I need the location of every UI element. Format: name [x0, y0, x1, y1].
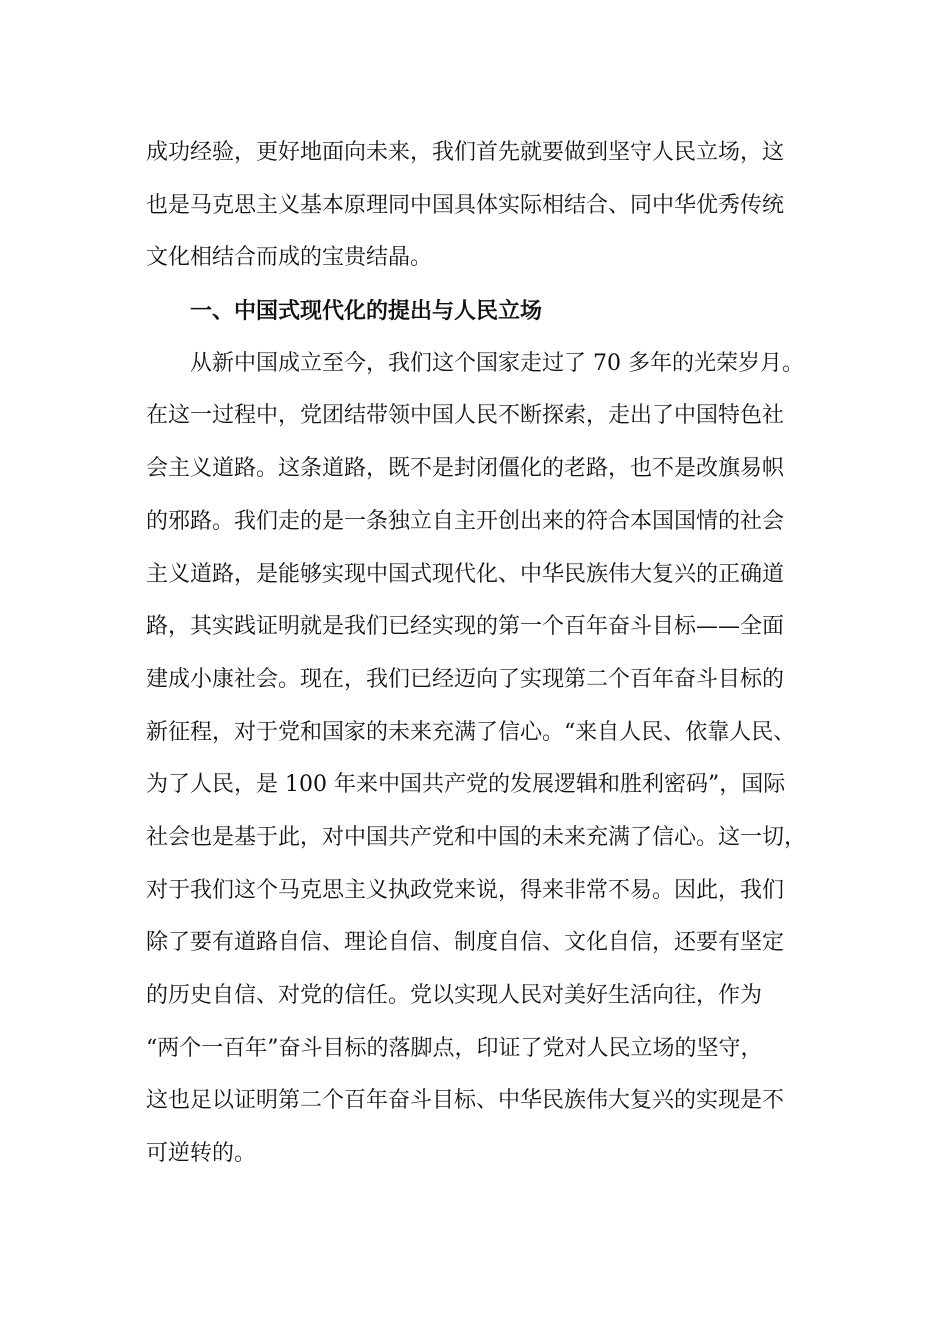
body-paragraph — [146, 338, 808, 1181]
paragraph-line: 为了人民，是 100 年来中国共产党的发展逻辑和胜利密码”，国际 — [146, 772, 786, 798]
continuation-paragraph — [146, 127, 808, 285]
paragraph-line: 社会也是基于此，对中国共产党和中国的未来充满了信心。这一切， — [146, 824, 807, 850]
paragraph-line: 新征程，对于党和国家的未来充满了信心。“来自人民、依靠人民、 — [146, 719, 796, 745]
paragraph-line: 会主义道路。这条道路，既不是封闭僵化的老路，也不是改旗易帜 — [146, 456, 785, 482]
paragraph-line: 除了要有道路自信、理论自信、制度自信、文化自信，还要有坚定 — [146, 930, 785, 956]
paragraph-line: 在这一过程中，党团结带领中国人民不断探索，走出了中国特色社 — [146, 403, 785, 429]
paragraph-line: 成功经验，更好地面向未来，我们首先就要做到坚守人民立场，这 — [146, 140, 785, 165]
paragraph-line: 对于我们这个马克思主义执政党来说，得来非常不易。因此，我们 — [146, 877, 785, 903]
document-content — [146, 127, 808, 1181]
paragraph-line: 路，其实践证明就是我们已经实现的第一个百年奋斗目标——全面 — [146, 614, 785, 640]
paragraph-line: 的邪路。我们走的是一条独立自主开创出来的符合本国国情的社会 — [146, 508, 785, 534]
paragraph-line: 从新中国成立至今，我们这个国家走过了 70 多年的光荣岁月。 — [190, 350, 804, 376]
paragraph-line: 这也足以证明第二个百年奋斗目标、中华民族伟大复兴的实现是不 — [146, 1088, 785, 1114]
paragraph-line: 主义道路，是能够实现中国式现代化、中华民族伟大复兴的正确道 — [146, 561, 785, 587]
paragraph-line: “两个一百年”奋斗目标的落脚点，印证了党对人民立场的坚守， — [146, 1035, 763, 1061]
paragraph-line: 的历史自信、对党的信任。党以实现人民对美好生活向往，作为 — [146, 983, 763, 1008]
paragraph-line: 可逆转的。 — [146, 1141, 257, 1167]
paragraph-line: 建成小康社会。现在，我们已经迈向了实现第二个百年奋斗目标的 — [146, 666, 785, 692]
paragraph-line: 也是马克思主义基本原理同中国具体实际相结合、同中华优秀传统 — [146, 192, 785, 218]
paragraph-line: 文化相结合而成的宝贵结晶。 — [146, 245, 433, 271]
section-heading: 一、中国式现代化的提出与人民立场 — [190, 298, 543, 325]
